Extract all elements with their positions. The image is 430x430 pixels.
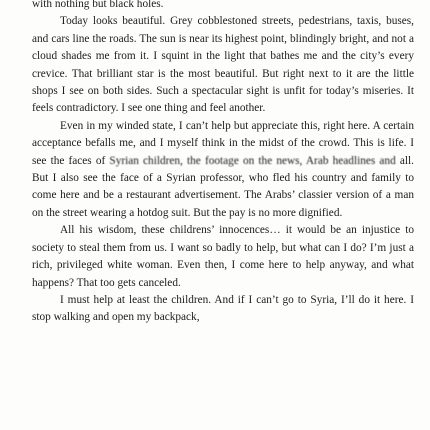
paragraph-winded-state-part3: all. But I also see the face of a Syrian professor, who fled his country and family to come here and be a restaurant advertisement. The Arabs’ classier version of a man on the street wearing a hotdog suit. But the pay is no more dignified.: [32, 154, 414, 219]
paragraph-all-his-wisdom: All his wisdom, these childrens’ innocences… it would be an injustice to society to steal them from us. I want so badly to help, but what can I do? I’m just a rich, privileged white woman. Even then, I come here to help anyway, and what happens? That too gets canceled.: [32, 224, 414, 289]
smudged-line-syrian-children: Syrian children, the footage on the news, Arab headlines and: [109, 154, 396, 167]
paragraph-continuation: with nothing but black holes.: [32, 0, 164, 10]
paragraph-winded-state-part1: Even in my winded state, I can’t help but appreciate this, right here. A certain acceptance befalls me, and I myself think in the midst of the crowd. This is life. I see the faces of: [32, 119, 414, 167]
paragraph-today-looks-beautiful: Today looks beautiful. Grey cobblestoned streets, pedestrians, taxis, buses, and cars line the roads. The sun is near its highest point, blindingly bright, and not a cloud shades me from it. I squint in the light that bathes me and the city’s every crevice. That brilliant star is the most beautiful. But right next to it are the little shops I see on both sides. Such a spectacular sight is unfit for today’s miseries. It feels contradictory. I see one thing and feel another.: [32, 15, 414, 115]
body-text: [32, 0, 414, 327]
paragraph-winded-state: [32, 118, 414, 222]
paragraph-help-the-children: I must help at least the children. And if I can’t go to Syria, I’ll do it here. I stop walking and open my backpack,: [32, 293, 414, 324]
